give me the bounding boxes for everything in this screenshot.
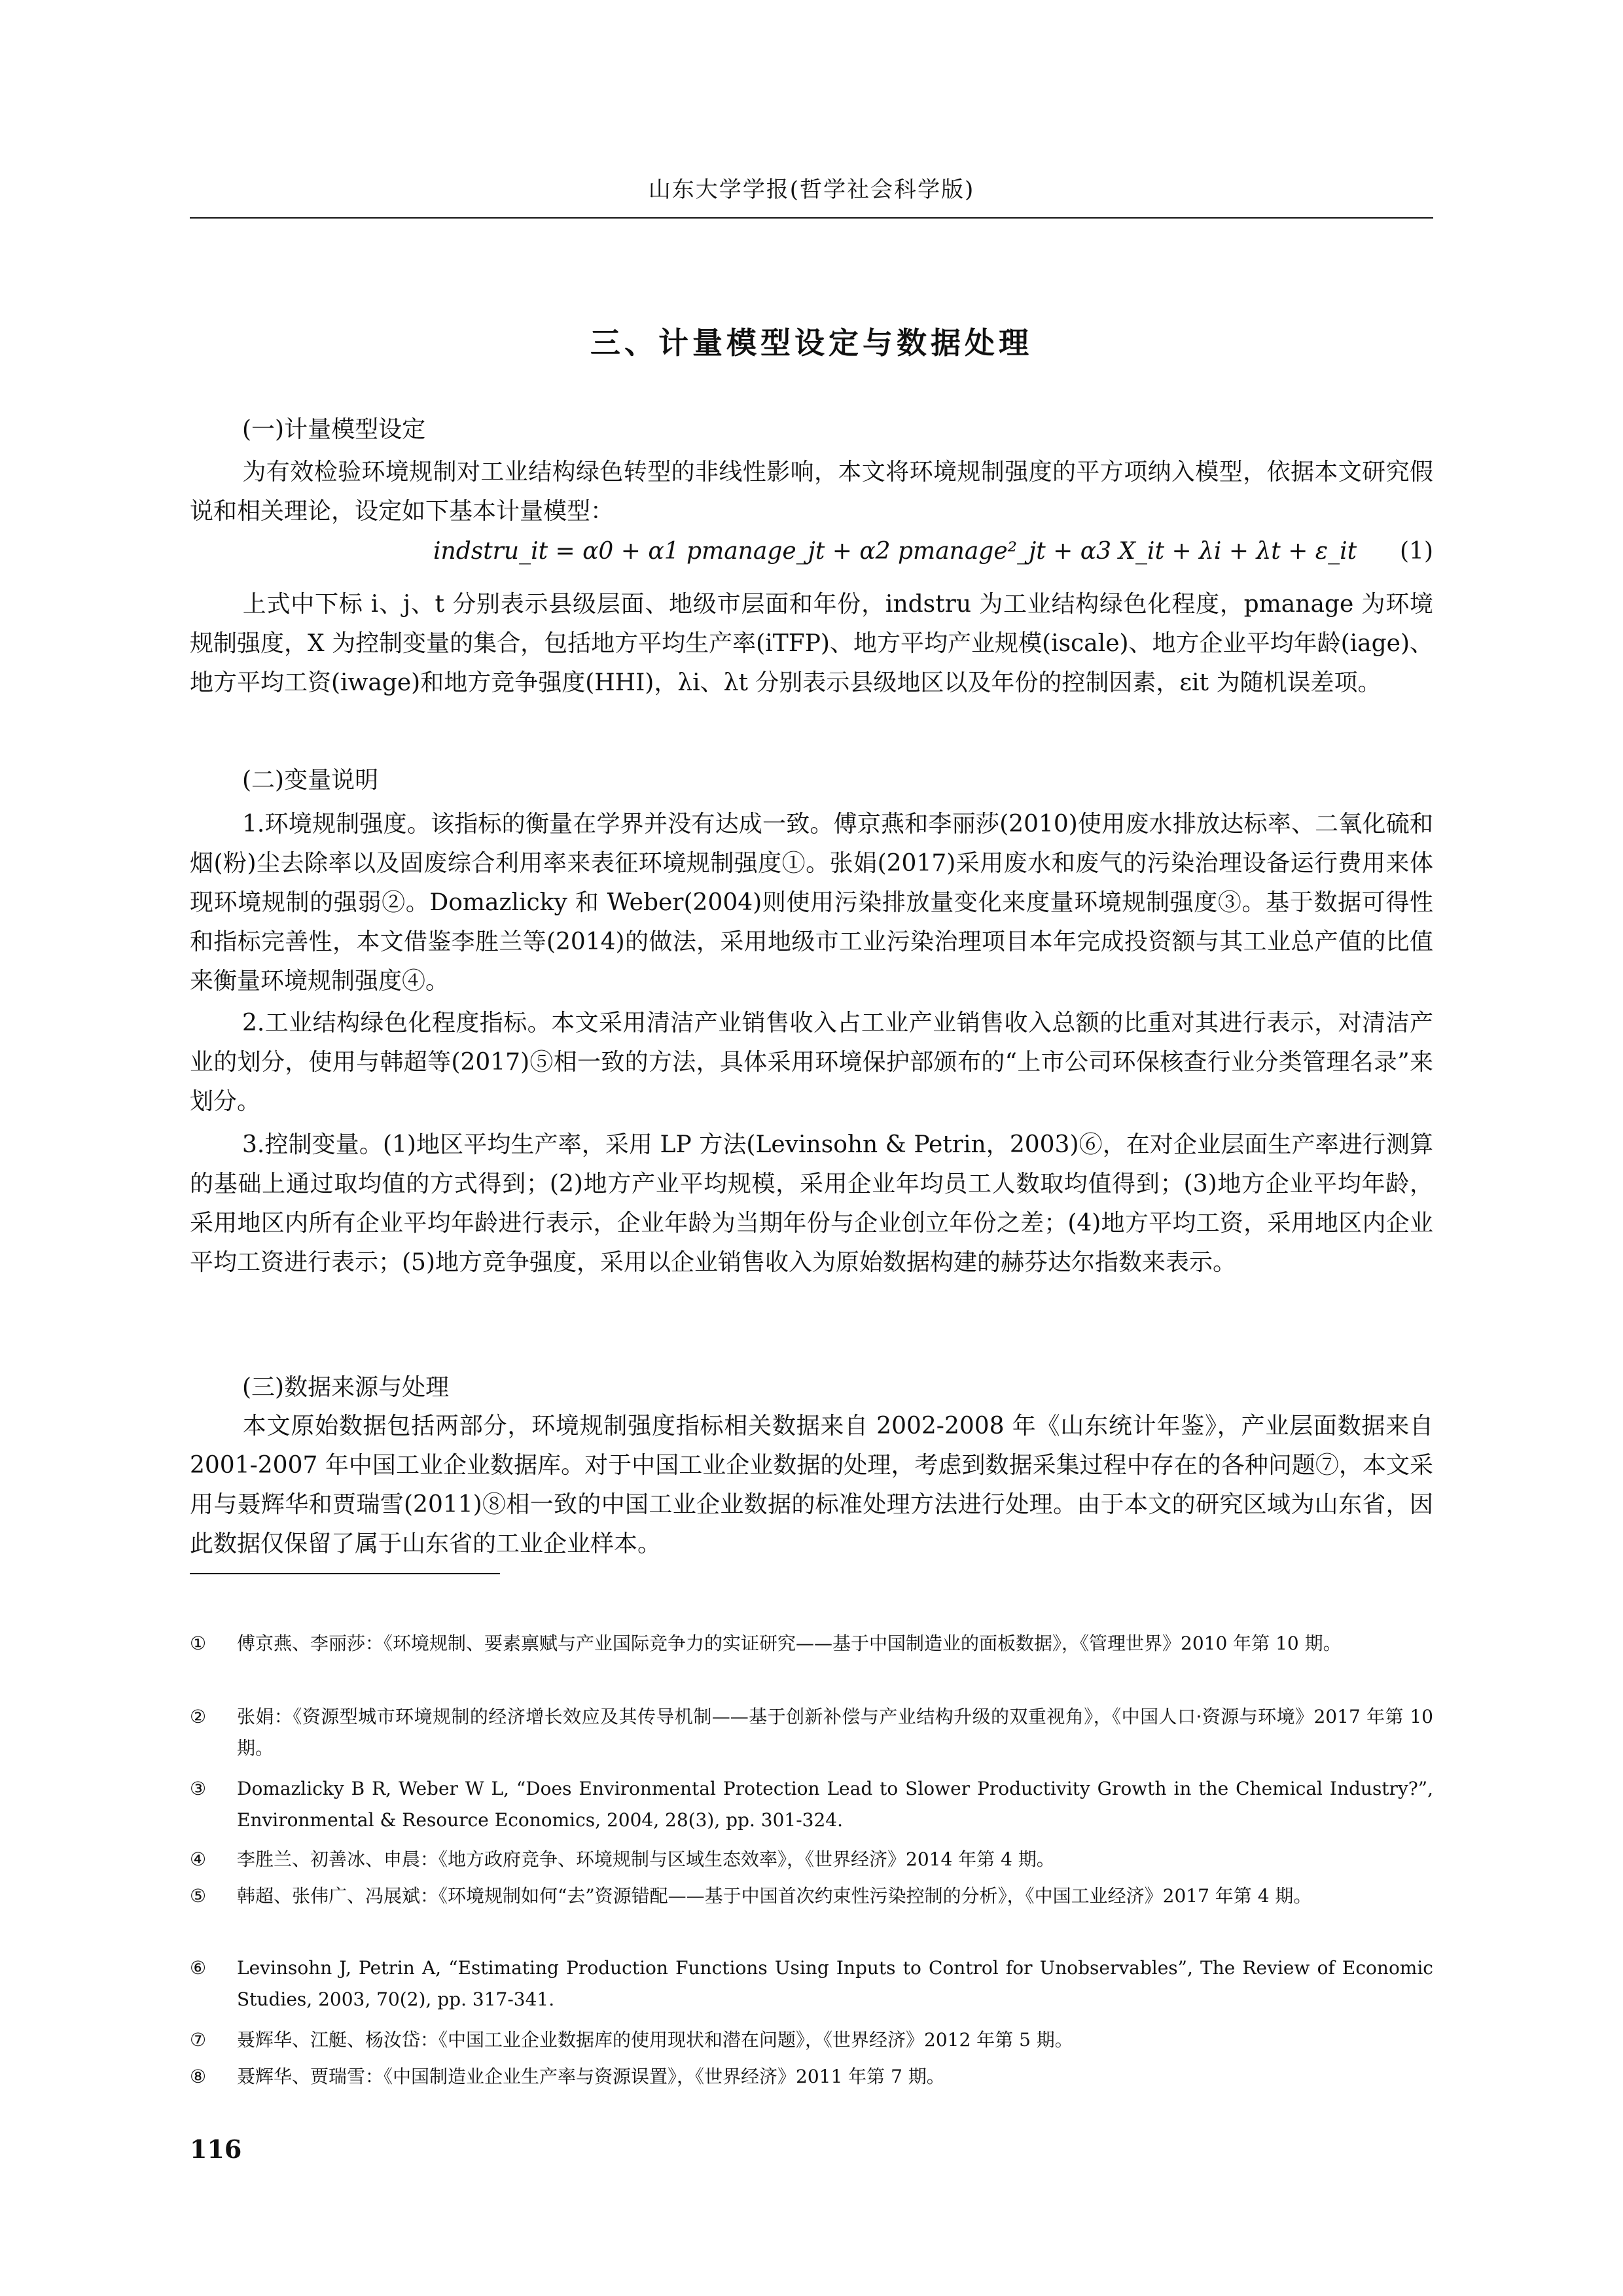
- equation-text: indstru_it = α0 + α1 pmanage_jt + α2 pmanage²_jt + α3 X_it + λi + λt + ε_it: [433, 538, 1357, 565]
- footnote-text: Levinsohn J, Petrin A, “Estimating Production Functions Using Inputs to Control for Unobservables”, The Review of Economic Studies, 2003, 70(2), pp. 317-341.: [237, 1957, 1433, 2010]
- footnote-marker: ⑦: [190, 2029, 207, 2051]
- footnote-marker: ⑥: [190, 1957, 207, 1979]
- paragraph-1: [190, 453, 1433, 531]
- running-header: 山东大学学报(哲学社会科学版): [648, 177, 975, 203]
- footnote-marker: ⑧: [190, 2066, 207, 2087]
- paragraph-2-text: 上式中下标 i、j、t 分别表示县级层面、地级市层面和年份，indstru 为工业结构绿色化程度，pmanage 为环境规制强度，X 为控制变量的集合，包括地方平均生产率(iTFP)、地方平均产业规模(iscale)、地方企业平均年龄(iage)、地方平均工资(iwage)和地方竞争强度(HHI)，λi、λt 分别表示县级地区以及年份的控制因素，εit 为随机误差项。: [190, 591, 1433, 696]
- subsection-title-2: (二)变量说明: [242, 767, 379, 794]
- footnote-marker: ②: [190, 1706, 207, 1727]
- footnote-rule: [190, 1573, 500, 1574]
- paragraph-2: [190, 585, 1433, 703]
- footnote-text: 韩超、张伟广、冯展斌：《环境规制如何“去”资源错配——基于中国首次约束性污染控制的分析》，《中国工业经济》2017 年第 4 期。: [237, 1885, 1312, 1907]
- subsection-title-3: (三)数据来源与处理: [242, 1374, 450, 1401]
- section-title: 三、计量模型设定与数据处理: [590, 325, 1033, 361]
- paragraph-5: [190, 1125, 1433, 1282]
- equation-number: (1): [1400, 538, 1433, 565]
- paragraph-4: [190, 1004, 1433, 1122]
- footnote-marker: ③: [190, 1778, 207, 1799]
- footnote-marker: ④: [190, 1848, 207, 1870]
- paragraph-6: [190, 1407, 1433, 1564]
- paragraph-1-text: 为有效检验环境规制对工业结构绿色转型的非线性影响，本文将环境规制强度的平方项纳入模型，依据本文研究假说和相关理论，设定如下基本计量模型：: [190, 459, 1433, 525]
- paragraph-4-text: 2.工业结构绿色化程度指标。本文采用清洁产业销售收入占工业产业销售收入总额的比重对其进行表示，对清洁产业的划分，使用与韩超等(2017)⑤相一致的方法，具体采用环境保护部颁布的“上市公司环保核查行业分类管理名录”来划分。: [190, 1010, 1433, 1115]
- footnote-marker: ⑤: [190, 1885, 207, 1907]
- footnote-text: 张娟：《资源型城市环境规制的经济增长效应及其传导机制——基于创新补偿与产业结构升级的双重视角》，《中国人口·资源与环境》2017 年第 10 期。: [237, 1706, 1433, 1759]
- equation-1: [190, 538, 1433, 573]
- paragraph-3-text: 1.环境规制强度。该指标的衡量在学界并没有达成一致。傅京燕和李丽莎(2010)使用废水排放达标率、二氧化硫和烟(粉)尘去除率以及固废综合利用率来表征环境规制强度①。张娟(2017)采用废水和废气的污染治理设备运行费用来体现环境规制的强弱②。Domazlicky 和 Weber(2004)则使用污染排放量变化来度量环境规制强度③。基于数据可得性和指标完善性，本文借鉴李胜兰等(2014)的做法，采用地级市工业污染治理项目本年完成投资额与其工业总产值的比值来衡量环境规制强度④。: [190, 811, 1433, 995]
- footnote-text: 李胜兰、初善冰、申晨：《地方政府竞争、环境规制与区域生态效率》，《世界经济》2014 年第 4 期。: [237, 1848, 1055, 1870]
- paragraph-5-text: 3.控制变量。(1)地区平均生产率，采用 LP 方法(Levinsohn & Petrin，2003)⑥，在对企业层面生产率进行测算的基础上通过取均值的方式得到；(2)地方产业平均规模，采用企业年均员工人数取均值得到；(3)地方企业平均年龄，采用地区内所有企业平均年龄进行表示，企业年龄为当期年份与企业创立年份之差；(4)地方平均工资，采用地区内企业平均工资进行表示；(5)地方竞争强度，采用以企业销售收入为原始数据构建的赫芬达尔指数来表示。: [190, 1131, 1433, 1276]
- paragraph-6-text: 本文原始数据包括两部分，环境规制强度指标相关数据来自 2002-2008 年《山东统计年鉴》，产业层面数据来自 2001-2007 年中国工业企业数据库。对于中国工业企业数据的处理，考虑到数据采集过程中存在的各种问题⑦，本文采用与聂辉华和贾瑞雪(2011)⑧相一致的中国工业企业数据的标准处理方法进行处理。由于本文的研究区域为山东省，因此数据仅保留了属于山东省的工业企业样本。: [190, 1413, 1433, 1557]
- subsection-title-1: (一)计量模型设定: [242, 416, 426, 443]
- header-rule: [190, 217, 1433, 219]
- footnote-text: Domazlicky B R, Weber W L, “Does Environmental Protection Lead to Slower Productivity Growth in the Chemical Industry?”, Environmental & Resource Economics, 2004, 28(3), pp. 301-324.: [237, 1778, 1433, 1831]
- paragraph-3: [190, 805, 1433, 1001]
- page-number: 116: [190, 2134, 242, 2164]
- footnote-marker: ①: [190, 1633, 207, 1654]
- footnote-text: 傅京燕、李丽莎：《环境规制、要素禀赋与产业国际竞争力的实证研究——基于中国制造业的面板数据》，《管理世界》2010 年第 10 期。: [237, 1633, 1342, 1654]
- footnote-text: 聂辉华、贾瑞雪：《中国制造业企业生产率与资源误置》，《世界经济》2011 年第 7 期。: [237, 2066, 945, 2087]
- footnote-text: 聂辉华、江艇、杨汝岱：《中国工业企业数据库的使用现状和潜在问题》，《世界经济》2012 年第 5 期。: [237, 2029, 1073, 2051]
